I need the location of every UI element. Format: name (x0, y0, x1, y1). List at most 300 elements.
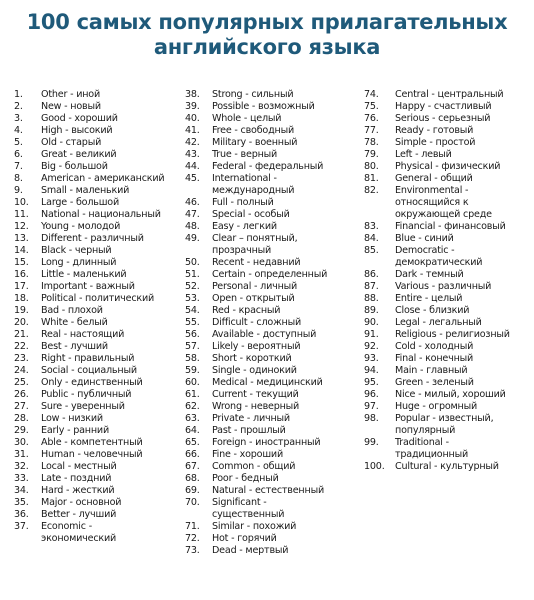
item-number: 36. (14, 509, 29, 520)
item-text: Recent - недавний (212, 257, 301, 268)
item-number: 84. (364, 233, 379, 244)
item-number: 49. (185, 233, 200, 244)
list-item (185, 305, 363, 317)
item-text: Good - хороший (41, 113, 118, 124)
item-number: 10. (14, 197, 29, 208)
item-number: 41. (185, 125, 200, 136)
item-number: 26. (14, 389, 29, 400)
item-text: Whole - целый (212, 113, 282, 124)
list-item (185, 281, 363, 293)
item-number: 15. (14, 257, 29, 268)
item-number: 88. (364, 293, 379, 304)
item-text: Easy - легкий (212, 221, 277, 232)
item-number: 14. (14, 245, 29, 256)
item-number: 52. (185, 281, 200, 292)
item-text: American - американский (41, 173, 165, 184)
item-number: 43. (185, 149, 200, 160)
item-number: 38. (185, 89, 200, 100)
item-text: Single - одинокий (212, 365, 297, 376)
item-text: Political - политический (41, 293, 155, 304)
item-text: Legal - легальный (395, 317, 482, 328)
list-item (14, 389, 184, 401)
list-item (364, 389, 534, 401)
item-number: 6. (14, 149, 23, 160)
item-number: 24. (14, 365, 29, 376)
item-number: 4. (14, 125, 23, 136)
list-item (14, 437, 184, 449)
item-text: Likely - вероятный (212, 341, 301, 352)
item-number: 5. (14, 137, 23, 148)
item-text: Economic - экономический (41, 521, 117, 544)
item-text: Simple - простой (395, 137, 476, 148)
item-text: Red - красный (212, 305, 281, 316)
item-text: Late - поздний (41, 473, 112, 484)
list-item (14, 125, 184, 137)
item-number: 72. (185, 533, 200, 544)
item-number: 61. (185, 389, 200, 400)
list-item (185, 449, 363, 461)
item-text: Short - короткий (212, 353, 292, 364)
item-number: 9. (14, 185, 23, 196)
item-number: 95. (364, 377, 379, 388)
item-number: 34. (14, 485, 29, 496)
list-item (185, 149, 363, 161)
list-item (364, 281, 534, 293)
item-number: 1. (14, 89, 23, 100)
item-text: Full - полный (212, 197, 274, 208)
item-number: 64. (185, 425, 200, 436)
item-number: 33. (14, 473, 29, 484)
item-number: 7. (14, 161, 23, 172)
list-item (14, 509, 184, 521)
item-number: 44. (185, 161, 200, 172)
item-number: 71. (185, 521, 200, 532)
list-item (185, 137, 363, 149)
title-line-1: 100 самых популярных прилагательных (26, 10, 508, 34)
item-number: 20. (14, 317, 29, 328)
item-text: Sure - уверенный (41, 401, 125, 412)
item-text: Natural - естественный (212, 485, 324, 496)
item-number: 77. (364, 125, 379, 136)
item-number: 11. (14, 209, 29, 220)
list-item (364, 317, 534, 329)
item-text: Foreign - иностранный (212, 437, 321, 448)
item-number: 74. (364, 89, 379, 100)
item-text: Early - ранний (41, 425, 109, 436)
item-text: Real - настоящий (41, 329, 125, 340)
item-text: Financial - финансовый (395, 221, 506, 232)
item-number: 70. (185, 497, 200, 508)
list-item (14, 449, 184, 461)
item-number: 46. (185, 197, 200, 208)
list-item (185, 353, 363, 365)
word-list-column-3 (364, 89, 534, 473)
item-text: Physical - физический (395, 161, 501, 172)
item-text: Different - различный (41, 233, 144, 244)
item-text: Central - центральный (395, 89, 504, 100)
item-text: Young - молодой (41, 221, 121, 232)
item-number: 45. (185, 173, 200, 184)
item-text: Nice - милый, хороший (395, 389, 506, 400)
item-number: 2. (14, 101, 23, 112)
item-number: 63. (185, 413, 200, 424)
item-text: Current - текущий (212, 389, 299, 400)
list-item (14, 305, 184, 317)
list-item (185, 461, 363, 473)
list-item (364, 137, 534, 149)
item-number: 62. (185, 401, 200, 412)
list-item (14, 473, 184, 485)
list-item (14, 137, 184, 149)
list-item (185, 101, 363, 113)
item-text: Human - человечный (41, 449, 143, 460)
item-number: 82. (364, 185, 379, 196)
item-number: 42. (185, 137, 200, 148)
list-item (185, 533, 363, 545)
list-item (14, 485, 184, 497)
item-number: 31. (14, 449, 29, 460)
item-text: Better - лучший (41, 509, 117, 520)
item-text: Common - общий (212, 461, 296, 472)
list-item (14, 413, 184, 425)
list-item (14, 365, 184, 377)
item-text: Happy - счастливый (395, 101, 492, 112)
item-number: 92. (364, 341, 379, 352)
list-item (14, 233, 184, 245)
list-item (14, 257, 184, 269)
item-text: Black - черный (41, 245, 112, 256)
list-item (185, 425, 363, 437)
item-text: Free - свободный (212, 125, 295, 136)
item-number: 23. (14, 353, 29, 364)
item-number: 12. (14, 221, 29, 232)
item-text: Democratic - демократический (395, 245, 483, 268)
item-text: Major - основной (41, 497, 122, 508)
list-item (14, 269, 184, 281)
item-number: 18. (14, 293, 29, 304)
list-item (14, 221, 184, 233)
item-text: Personal - личный (212, 281, 298, 292)
item-text: White - белый (41, 317, 108, 328)
list-item (185, 413, 363, 425)
list-item (364, 149, 534, 161)
item-number: 67. (185, 461, 200, 472)
item-text: Close - близкий (395, 305, 470, 316)
item-number: 93. (364, 353, 379, 364)
item-text: Past - прошлый (212, 425, 286, 436)
item-text: Other - иной (41, 89, 101, 100)
item-text: Local - местный (41, 461, 117, 472)
list-item (185, 113, 363, 125)
list-item (364, 353, 534, 365)
list-item (185, 125, 363, 137)
list-item (364, 245, 534, 269)
list-item (364, 401, 534, 413)
list-item (364, 101, 534, 113)
item-number: 87. (364, 281, 379, 292)
item-number: 50. (185, 257, 200, 268)
item-number: 19. (14, 305, 29, 316)
item-text: Big - большой (41, 161, 108, 172)
list-item (14, 353, 184, 365)
list-item (185, 521, 363, 533)
item-number: 55. (185, 317, 200, 328)
item-number: 17. (14, 281, 29, 292)
item-text: Cold - холодный (395, 341, 474, 352)
item-number: 86. (364, 269, 379, 280)
item-text: High - высокий (41, 125, 113, 136)
item-number: 75. (364, 101, 379, 112)
list-item (185, 197, 363, 209)
list-item (14, 521, 184, 545)
list-item (364, 341, 534, 353)
word-list-column-1 (14, 89, 184, 545)
item-text: Low - низкий (41, 413, 103, 424)
item-text: International - международный (212, 173, 295, 196)
list-item (14, 245, 184, 257)
item-text: Small - маленький (41, 185, 130, 196)
list-item (14, 425, 184, 437)
item-text: Bad - плохой (41, 305, 103, 316)
list-item (14, 329, 184, 341)
item-text: Little - маленький (41, 269, 127, 280)
page-title (0, 10, 534, 60)
item-number: 3. (14, 113, 23, 124)
list-item (14, 197, 184, 209)
list-item (364, 305, 534, 317)
item-number: 57. (185, 341, 200, 352)
item-number: 85. (364, 245, 379, 256)
item-number: 58. (185, 353, 200, 364)
item-text: Ready - готовый (395, 125, 474, 136)
item-number: 27. (14, 401, 29, 412)
item-number: 79. (364, 149, 379, 160)
item-number: 53. (185, 293, 200, 304)
item-number: 8. (14, 173, 23, 184)
item-text: Best - лучший (41, 341, 108, 352)
item-text: Available - доступный (212, 329, 317, 340)
item-text: Hot - горячий (212, 533, 277, 544)
list-item (14, 341, 184, 353)
item-number: 22. (14, 341, 29, 352)
list-item (14, 113, 184, 125)
item-text: Final - конечный (395, 353, 474, 364)
list-item (364, 89, 534, 101)
list-item (364, 413, 534, 437)
item-text: Long - длинный (41, 257, 117, 268)
list-item (364, 269, 534, 281)
list-item (364, 461, 534, 473)
item-text: Dead - мертвый (212, 545, 289, 556)
item-text: Blue - синий (395, 233, 454, 244)
list-item (14, 317, 184, 329)
item-text: Large - большой (41, 197, 120, 208)
item-number: 69. (185, 485, 200, 496)
item-text: Medical - медицинский (212, 377, 323, 388)
item-number: 25. (14, 377, 29, 388)
item-text: Wrong - неверный (212, 401, 300, 412)
item-number: 100. (364, 461, 385, 472)
list-item (364, 437, 534, 461)
item-text: Environmental - относящийся к окружающей среде (395, 185, 492, 220)
list-item (185, 221, 363, 233)
list-item (185, 437, 363, 449)
title-line-2: английского языка (153, 35, 381, 59)
list-item (185, 329, 363, 341)
item-number: 16. (14, 269, 29, 280)
item-number: 65. (185, 437, 200, 448)
item-text: Significant - существенный (212, 497, 285, 520)
list-item (14, 173, 184, 185)
item-number: 30. (14, 437, 29, 448)
item-number: 40. (185, 113, 200, 124)
list-item (14, 149, 184, 161)
list-item (185, 497, 363, 521)
item-text: Hard - жесткий (41, 485, 115, 496)
item-text: Entire - целый (395, 293, 463, 304)
item-text: Military - военный (212, 137, 298, 148)
list-item (364, 113, 534, 125)
item-text: Huge - огромный (395, 401, 478, 412)
item-number: 29. (14, 425, 29, 436)
item-number: 80. (364, 161, 379, 172)
list-item (185, 161, 363, 173)
item-number: 73. (185, 545, 200, 556)
list-item (364, 233, 534, 245)
item-text: Difficult - сложный (212, 317, 302, 328)
list-item (364, 161, 534, 173)
item-text: Green - зеленый (395, 377, 474, 388)
list-item (185, 377, 363, 389)
item-text: Only - единственный (41, 377, 143, 388)
list-item (185, 317, 363, 329)
list-item (14, 101, 184, 113)
list-item (185, 269, 363, 281)
item-number: 28. (14, 413, 29, 424)
item-number: 91. (364, 329, 379, 340)
item-text: Left - левый (395, 149, 452, 160)
item-text: Certain - определенный (212, 269, 328, 280)
item-text: Special - особый (212, 209, 290, 220)
item-text: General - общий (395, 173, 473, 184)
item-text: Able - компетентный (41, 437, 143, 448)
item-number: 81. (364, 173, 379, 184)
item-text: Poor - бедный (212, 473, 279, 484)
list-item (364, 125, 534, 137)
item-text: True - верный (212, 149, 278, 160)
list-item (185, 401, 363, 413)
item-number: 37. (14, 521, 29, 532)
item-text: Religious - религиозный (395, 329, 510, 340)
item-number: 90. (364, 317, 379, 328)
item-number: 51. (185, 269, 200, 280)
item-text: Main - главный (395, 365, 468, 376)
item-number: 13. (14, 233, 29, 244)
item-number: 97. (364, 401, 379, 412)
list-item (364, 221, 534, 233)
list-item (185, 389, 363, 401)
list-item (14, 293, 184, 305)
item-text: Popular - известный, популярный (395, 413, 494, 436)
item-number: 96. (364, 389, 379, 400)
item-number: 47. (185, 209, 200, 220)
list-item (14, 209, 184, 221)
item-text: Federal - федеральный (212, 161, 324, 172)
list-item (14, 497, 184, 509)
list-item (14, 377, 184, 389)
list-item (364, 377, 534, 389)
item-number: 83. (364, 221, 379, 232)
item-text: Social - социальный (41, 365, 137, 376)
list-item (185, 545, 363, 557)
item-text: Public - публичный (41, 389, 132, 400)
item-number: 99. (364, 437, 379, 448)
item-text: Possible - возможный (212, 101, 315, 112)
list-item (14, 401, 184, 413)
item-text: Various - различный (395, 281, 492, 292)
item-number: 48. (185, 221, 200, 232)
list-item (14, 89, 184, 101)
item-number: 98. (364, 413, 379, 424)
list-item (185, 257, 363, 269)
list-item (185, 209, 363, 221)
list-item (364, 365, 534, 377)
item-number: 54. (185, 305, 200, 316)
item-text: Serious - серьезный (395, 113, 491, 124)
item-text: New - новый (41, 101, 101, 112)
list-item (364, 293, 534, 305)
item-number: 89. (364, 305, 379, 316)
list-item (185, 293, 363, 305)
list-item (364, 329, 534, 341)
list-item (14, 461, 184, 473)
item-text: Important - важный (41, 281, 135, 292)
list-item (185, 473, 363, 485)
item-text: Old - старый (41, 137, 102, 148)
item-number: 60. (185, 377, 200, 388)
item-number: 94. (364, 365, 379, 376)
item-number: 59. (185, 365, 200, 376)
item-text: Fine - хороший (212, 449, 283, 460)
list-item (185, 173, 363, 197)
item-number: 66. (185, 449, 200, 460)
list-item (185, 89, 363, 101)
item-text: Right - правильный (41, 353, 135, 364)
item-number: 35. (14, 497, 29, 508)
item-text: Cultural - культурный (395, 461, 499, 472)
item-text: Clear – понятный, прозрачный (212, 233, 298, 256)
item-text: Similar - похожий (212, 521, 297, 532)
list-item (14, 185, 184, 197)
word-list-column-2 (185, 89, 363, 557)
item-text: Strong - сильный (212, 89, 294, 100)
item-number: 32. (14, 461, 29, 472)
list-item (364, 173, 534, 185)
list-item (364, 185, 534, 221)
list-item (185, 233, 363, 257)
item-text: Traditional - традиционный (395, 437, 469, 460)
item-text: Dark - темный (395, 269, 464, 280)
item-number: 78. (364, 137, 379, 148)
item-text: National - национальный (41, 209, 161, 220)
list-item (14, 281, 184, 293)
item-number: 56. (185, 329, 200, 340)
item-number: 76. (364, 113, 379, 124)
item-number: 39. (185, 101, 200, 112)
item-text: Open - открытый (212, 293, 295, 304)
item-number: 21. (14, 329, 29, 340)
list-item (185, 365, 363, 377)
